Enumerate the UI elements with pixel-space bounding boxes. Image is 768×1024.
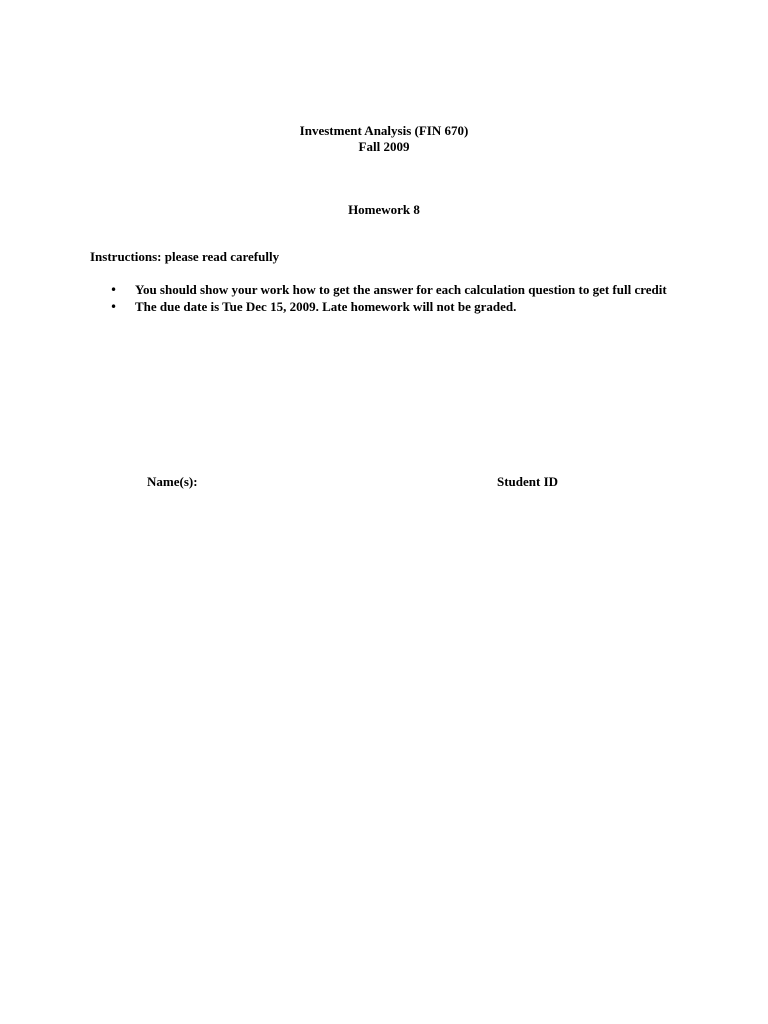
list-item: [110, 299, 680, 315]
term-label: Fall 2009: [358, 139, 410, 154]
bullet-icon: •: [110, 283, 118, 297]
student-id-label: Student ID: [497, 474, 559, 489]
homework-title: Homework 8: [348, 202, 420, 217]
instruction-text: You should show your work how to get the answer for each calculation question to get full credit: [135, 282, 667, 297]
names-label: Name(s):: [147, 474, 198, 489]
course-title: Investment Analysis (FIN 670): [299, 123, 469, 138]
instructions-list: [110, 282, 680, 316]
instructions-heading: Instructions: please read carefully: [90, 249, 280, 264]
bullet-icon: •: [110, 300, 118, 314]
list-item: [110, 282, 680, 298]
instruction-text: The due date is Tue Dec 15, 2009. Late homework will not be graded.: [135, 299, 517, 314]
